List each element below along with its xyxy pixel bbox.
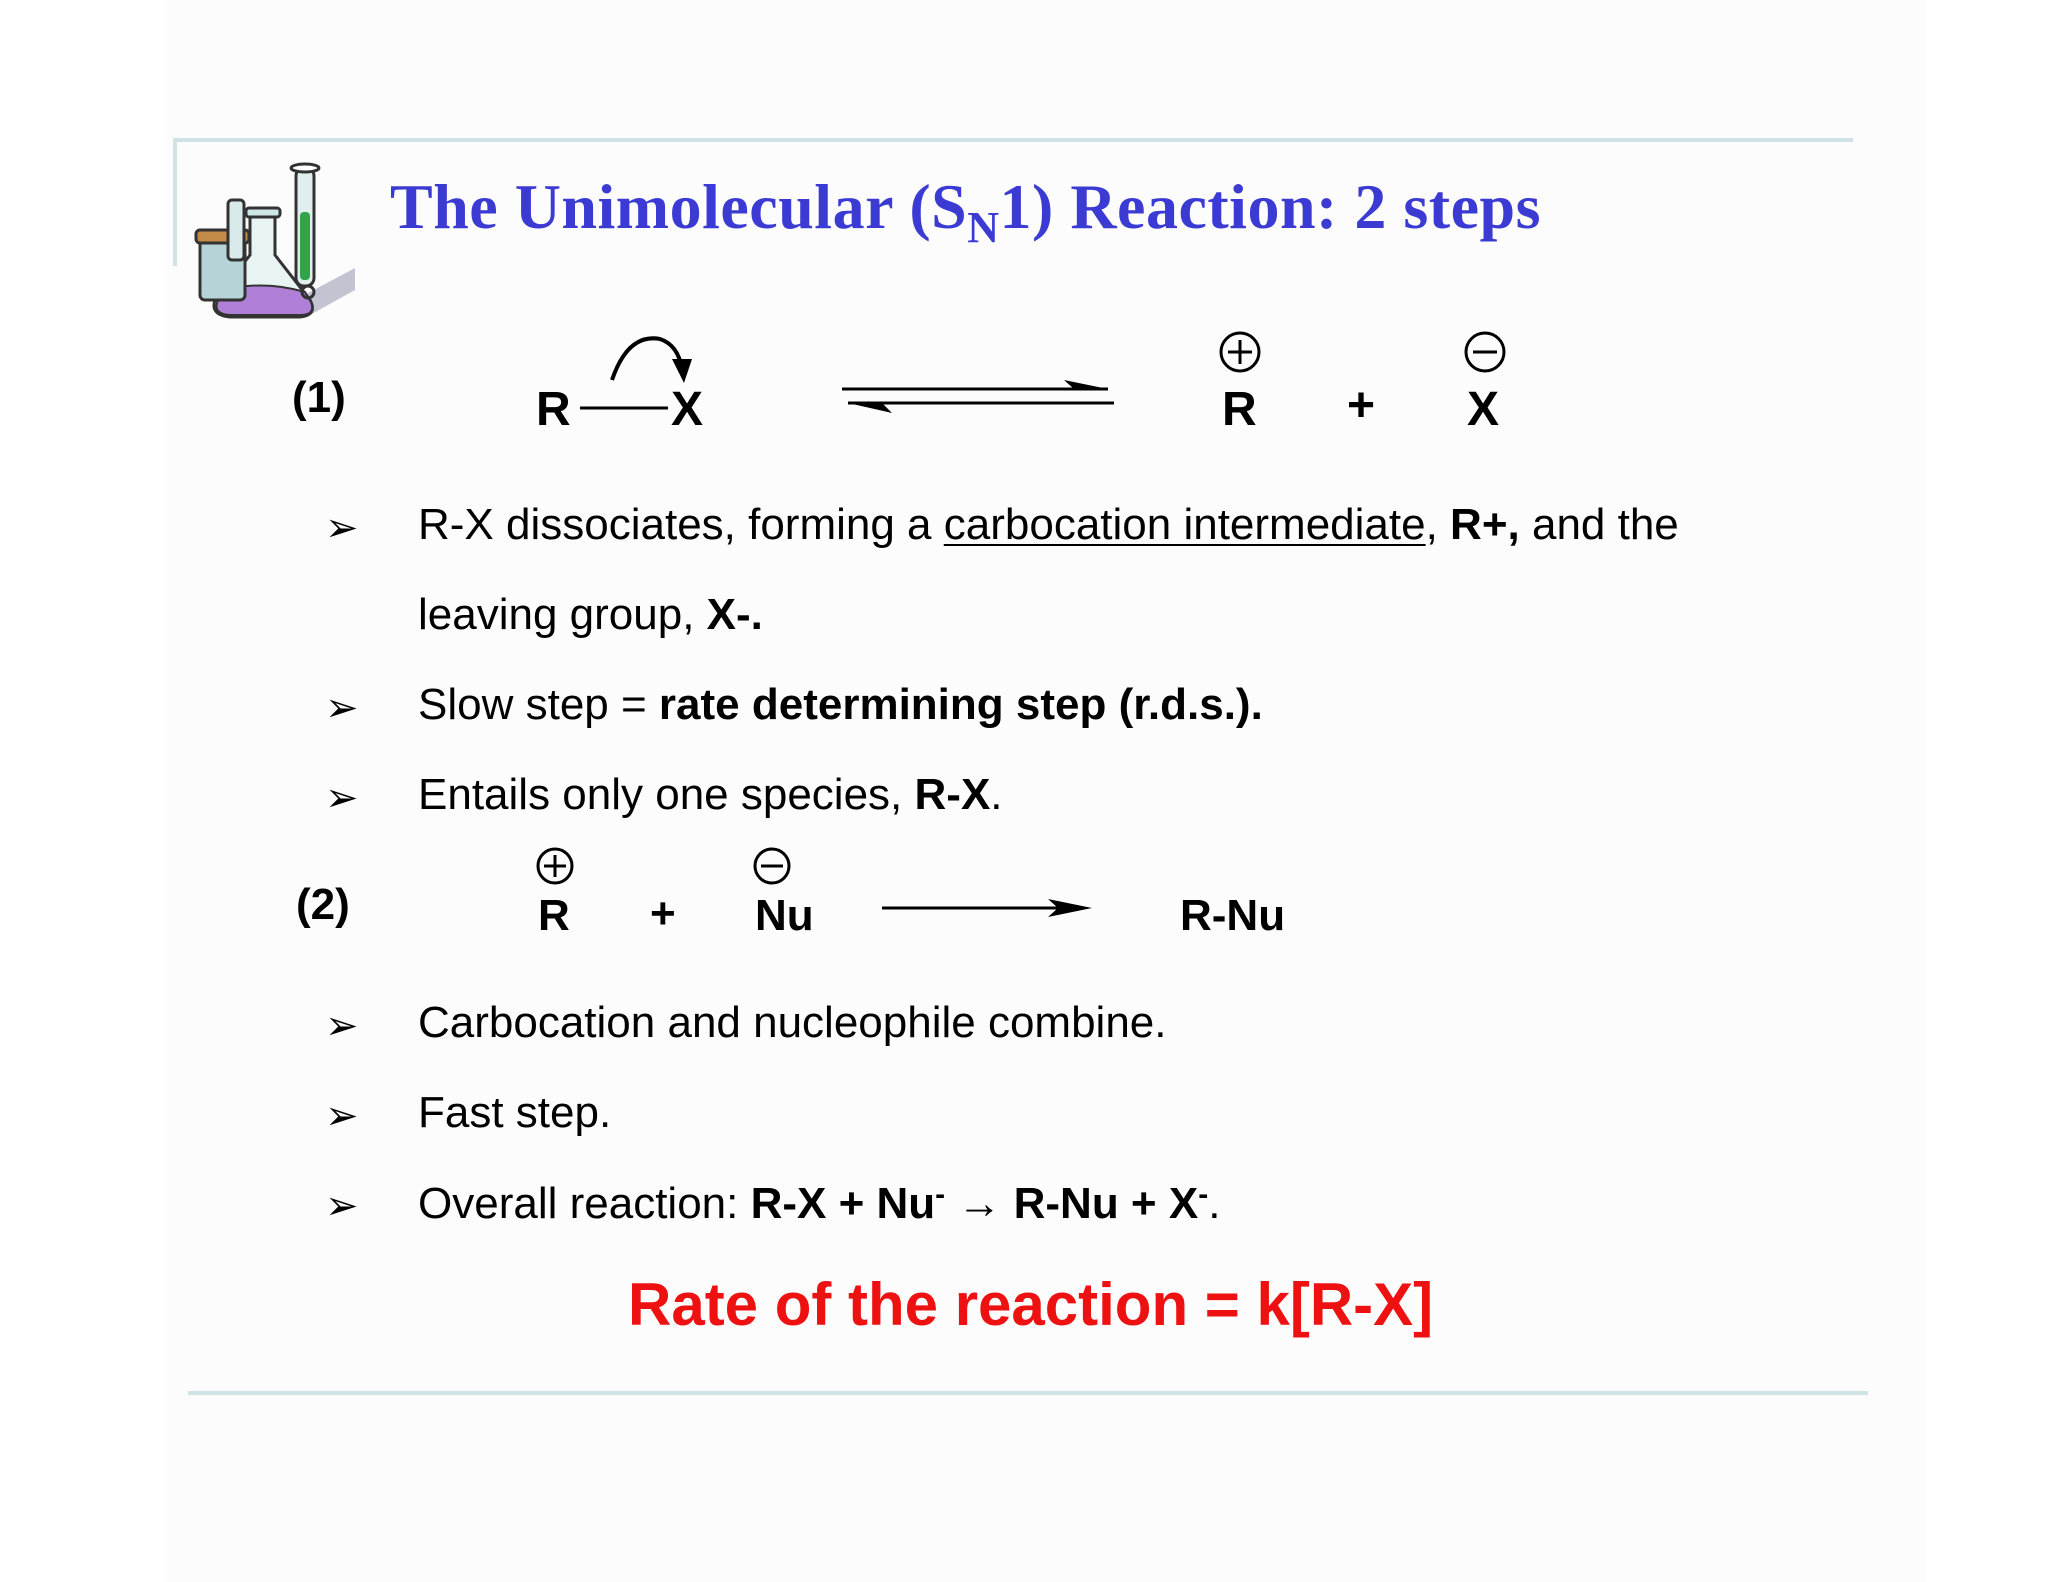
lab-glassware-icon [190,160,360,325]
step1-reactant-r: R [536,383,571,436]
bullet-1-line-1: R-X dissociates, forming a carbocation intermediate, R+, and the [418,500,1679,549]
bullet-arrow-icon: ➢ [325,1184,359,1228]
equilibrium-arrow-icon [838,375,1120,425]
cation-charge-icon [1218,330,1262,374]
anion-charge-icon [1463,330,1507,374]
step1-plus: + [1347,379,1376,432]
rate-law: Rate of the reaction = k[R-X] [628,1271,1434,1338]
bullet-2: Slow step = rate determining step (r.d.s.). [418,680,1263,729]
bullet-3: Entails only one species, R-X. [418,770,1003,819]
bullet-1-line-2: leaving group, X-. [418,590,763,639]
bottom-rule [188,1391,1868,1395]
step2-product: R-Nu [1180,891,1286,940]
bullet-arrow-icon: ➢ [325,776,359,820]
reaction-arrow-icon [880,896,1095,920]
bullet-arrow-icon: ➢ [325,686,359,730]
bullet-6-overall-reaction: Overall reaction: R-X + Nu- → R-Nu + X-. [418,1178,1221,1228]
top-rule [173,138,1853,142]
slide-title: The Unimolecular $(S_N1)$ Reaction: 2 steps [390,171,1541,252]
cation-charge-icon [535,846,575,886]
step1-product-r: R [1222,383,1257,436]
left-rule [173,138,177,266]
bond-line [580,405,670,411]
curved-arrow-icon [600,325,700,395]
bullet-4: Carbocation and nucleophile combine. [418,998,1167,1047]
step2-reactant-r: R [538,891,570,940]
step1-reactant-x: X [671,383,704,436]
bullet-arrow-icon: ➢ [325,1094,359,1138]
step-1-label: (1) [292,373,346,422]
anion-charge-icon [752,846,792,886]
bullet-arrow-icon: ➢ [325,1004,359,1048]
step2-nucleophile: Nu [755,891,814,940]
bullet-arrow-icon: ➢ [325,506,359,550]
step1-product-x: X [1467,383,1500,436]
bullet-5: Fast step. [418,1088,612,1137]
step-2-label: (2) [296,880,350,929]
step2-plus: + [650,889,676,938]
